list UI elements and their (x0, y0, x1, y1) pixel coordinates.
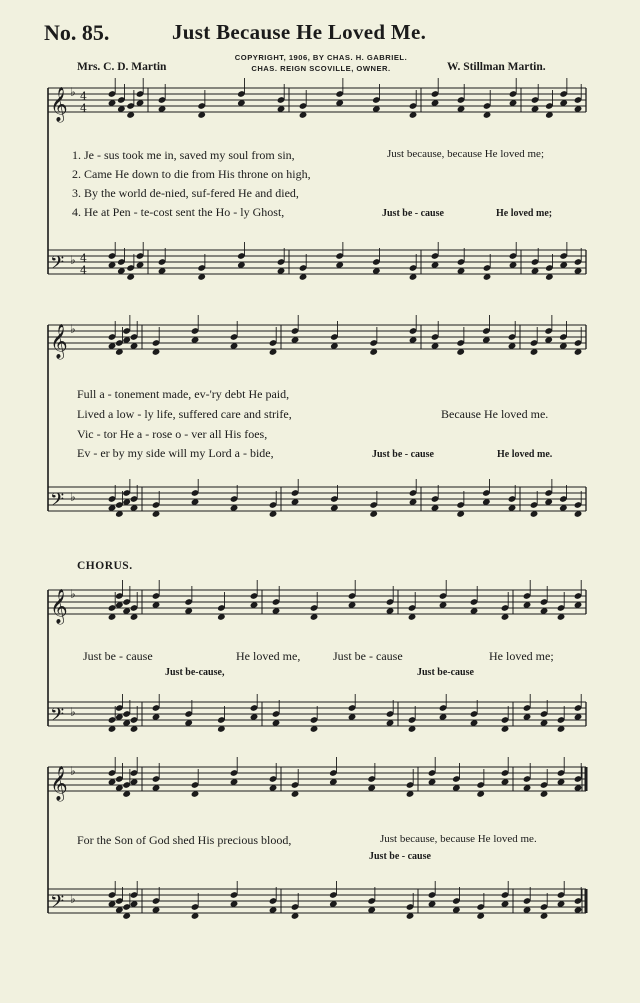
chorus-lyric-2: He loved me, (236, 649, 301, 663)
svg-text:♭: ♭ (70, 705, 76, 719)
verse-3-line-2: Vic - tor He a - rose o - ver all His foes, (77, 427, 268, 441)
svg-text:𝄞: 𝄞 (50, 766, 68, 801)
verse-3-line: 3. By the world de-nied, suf-fered He and died, (72, 186, 299, 200)
bass-text-just-because: Just be - cause (382, 208, 444, 219)
svg-text:𝄢: 𝄢 (50, 892, 65, 917)
svg-text:♭: ♭ (70, 85, 76, 99)
svg-text:♭: ♭ (70, 253, 76, 267)
lyricist: Mrs. C. D. Martin (77, 61, 167, 73)
svg-text:♭: ♭ (70, 587, 76, 601)
svg-text:4: 4 (80, 264, 87, 277)
verse-4-line: 4. He at Pen - te-cost sent the Ho - ly Ghost, (72, 205, 285, 219)
chorus-lyric-3: Just be - cause (333, 649, 403, 663)
verse-2-line-2: Lived a low - ly life, suffered care and strife, (77, 407, 292, 421)
svg-text:𝄞: 𝄞 (50, 589, 68, 624)
verse-1-refrain: Just because, because He loved me; (387, 148, 544, 160)
chorus-label: CHORUS. (77, 560, 133, 572)
hymn-number: No. 85. (44, 20, 110, 45)
svg-text:4: 4 (80, 252, 87, 265)
verse-refrain-2: Because He loved me. (441, 407, 549, 421)
bass-text-he-loved-2: He loved me. (497, 449, 553, 460)
chorus-lyric-4: He loved me; (489, 649, 554, 663)
final-lyric-refrain: Just because, because He loved me. (380, 833, 537, 845)
svg-text:4: 4 (80, 102, 87, 115)
verse-1-line: 1. Je - sus took me in, saved my soul from sin, (72, 148, 295, 162)
copyright-line-2: CHAS. REIGN SCOVILLE, OWNER. (251, 64, 391, 73)
svg-text:𝄢: 𝄢 (50, 490, 65, 515)
copyright-line-1: COPYRIGHT, 1906, BY CHAS. H. GABRIEL. (234, 53, 408, 62)
bass-text-just-because-2: Just be - cause (372, 449, 434, 460)
bass-text-he-loved: He loved me; (496, 208, 553, 219)
verse-4-line-2: Ev - er by my side will my Lord a - bide, (77, 446, 274, 460)
svg-text:𝄞: 𝄞 (50, 87, 68, 122)
svg-text:♭: ♭ (70, 490, 76, 504)
svg-text:𝄞: 𝄞 (50, 324, 68, 359)
chorus-lyric-1: Just be - cause (83, 649, 153, 663)
verse-1-line-2: Full a - tonement made, ev-'ry debt He paid, (77, 387, 290, 401)
svg-text:4: 4 (80, 90, 87, 103)
chorus-bass-text-1: Just be-cause, (165, 667, 225, 678)
final-lyric: For the Son of God shed His precious blood, (77, 833, 292, 847)
chorus-bass-text-2: Just be-cause (417, 667, 474, 678)
hymn-title: Just Because He Loved Me. (172, 20, 427, 44)
svg-text:𝄢: 𝄢 (50, 705, 65, 730)
svg-text:♭: ♭ (70, 764, 76, 778)
svg-text:𝄢: 𝄢 (50, 253, 65, 278)
svg-text:♭: ♭ (70, 322, 76, 336)
final-bass-text: Just be - cause (369, 851, 431, 862)
svg-text:♭: ♭ (70, 892, 76, 906)
verse-2-line: 2. Came He down to die from His throne on high, (72, 167, 311, 181)
composer: W. Stillman Martin. (447, 61, 546, 73)
